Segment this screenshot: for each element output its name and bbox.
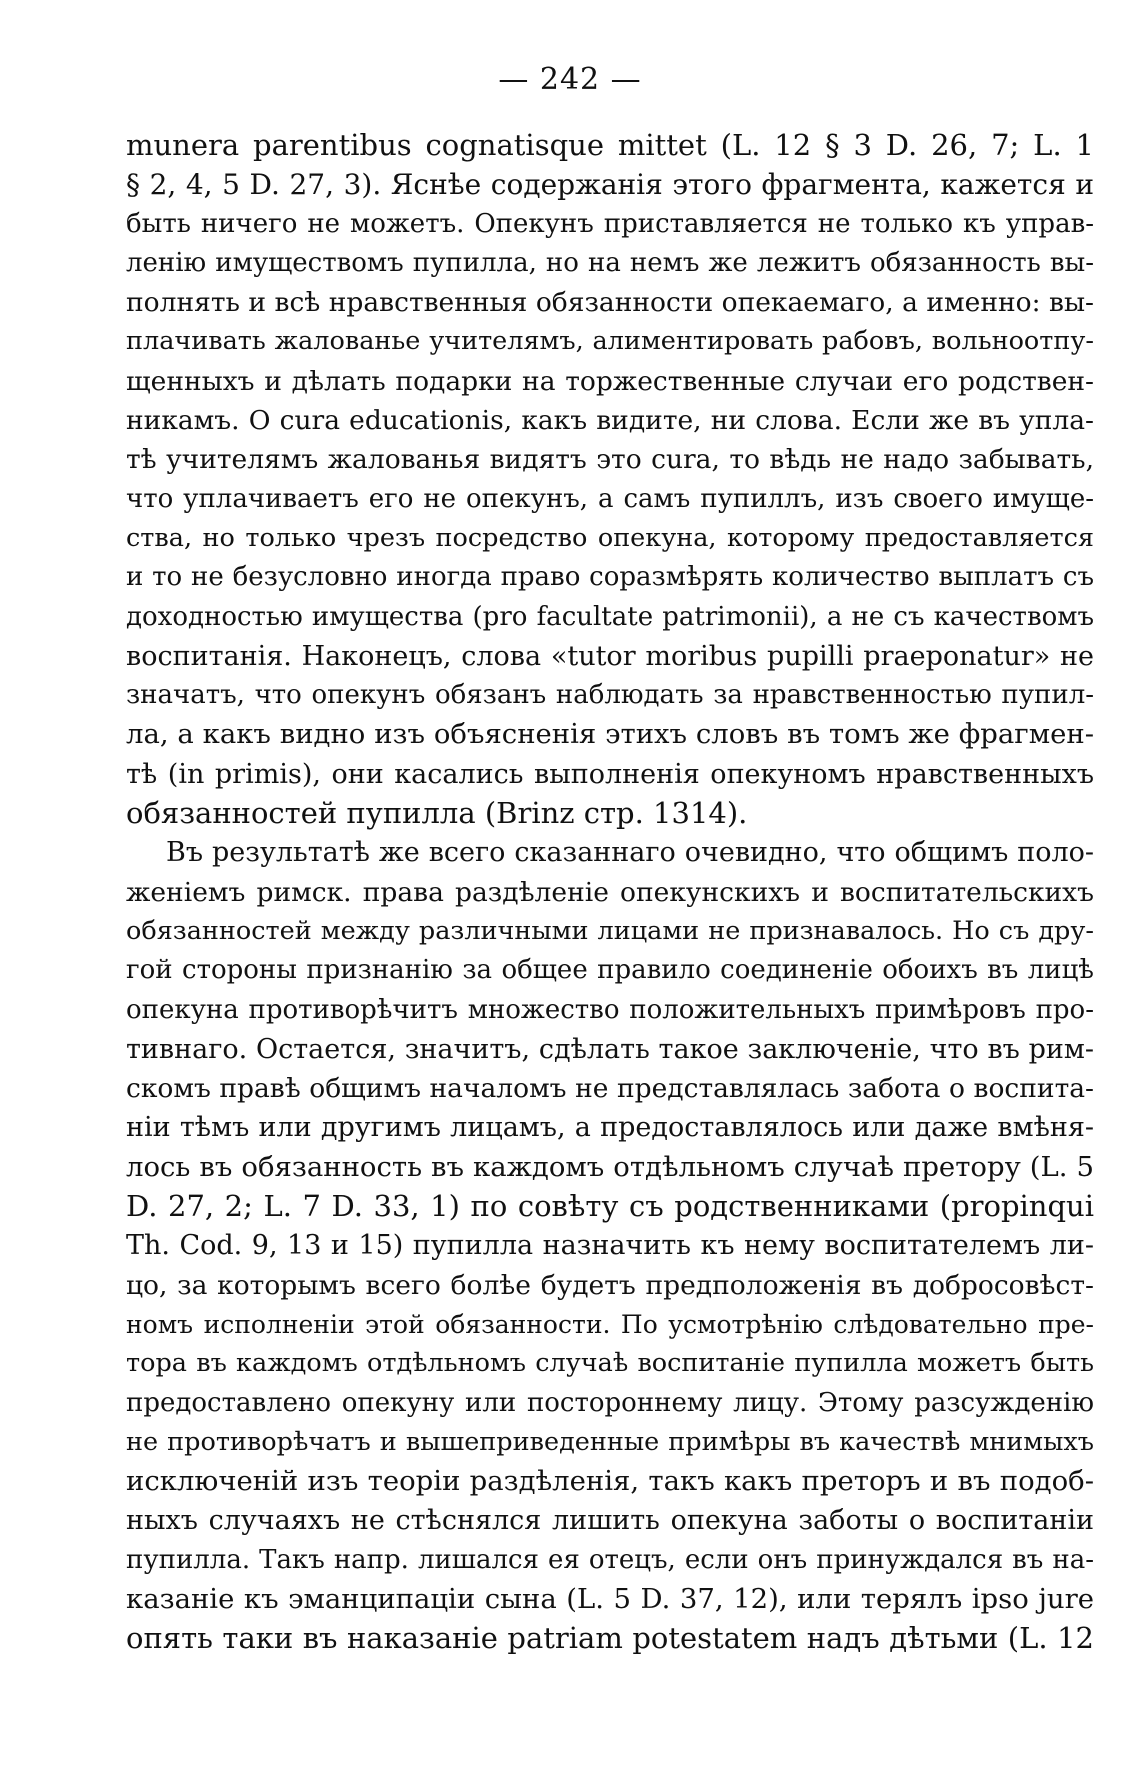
text-line: ніи тѣмъ или другимъ лицамъ, а предоставлялось или даже вмѣня- <box>126 1112 1094 1144</box>
text-line: полнять и всѣ нравственныя обязанности опекаемаго, а именно: вы- <box>126 287 1094 319</box>
text-line: munera parentibus cognatisque mittet (L. 12 § 3 D. 26, 7; L. 1 <box>126 128 1094 162</box>
text-line: не противорѣчатъ и вышеприведенные примѣры въ качествѣ мнимыхъ <box>126 1426 1094 1457</box>
text-line: D. 27, 2; L. 7 D. 33, 1) по совѣту съ родственниками (propinqui <box>126 1189 1094 1224</box>
page-number: — 242 — <box>498 62 642 97</box>
text-line: опекуна противорѣчитъ множество положительныхъ примѣровъ про- <box>126 994 1094 1025</box>
text-line: скомъ правѣ общимъ началомъ не представлялась забота о воспита- <box>126 1073 1094 1105</box>
text-line: ныхъ случаяхъ не стѣснялся лишить опекуна заботы о воспитаніи <box>126 1505 1094 1537</box>
text-line: цо, за которымъ всего болѣе будетъ предположенія въ добросовѣст- <box>126 1269 1094 1301</box>
text-line: номъ исполненіи этой обязанности. По усмотрѣнію слѣдовательно пре- <box>126 1309 1094 1339</box>
text-line: воспитанія. Наконецъ, слова «tutor moribus pupilli praeponatur» не <box>126 640 1094 672</box>
text-line: § 2, 4, 5 D. 27, 3). Яснѣе содержанія этого фрагмента, кажется и <box>126 168 1094 202</box>
text-line: ства, но только чрезъ посредство опекуна, которому предоставляется <box>126 522 1094 553</box>
text-line: Th. Cod. 9, 13 и 15) пупилла назначить къ нему воспитателемъ ли- <box>126 1230 1094 1262</box>
text-line: пупилла. Такъ напр. лишался ея отецъ, если онъ принуждался въ на- <box>126 1544 1094 1575</box>
text-line: женіемъ римск. права раздѣленіе опекунскихъ и воспитательскихъ <box>126 876 1094 908</box>
text-line: обязанностей между различными лицами не признавалось. Но съ дру- <box>126 915 1094 946</box>
text-line: быть ничего не можетъ. Опекунъ приставляется не только къ управ- <box>126 208 1094 239</box>
text-line: тѣ учителямъ жалованья видятъ это cura, то вѣдь не надо забывать, <box>126 444 1094 476</box>
text-line: опять таки въ наказаніе patriam potestatem надъ дѣтьми (L. 12 <box>126 1621 1094 1656</box>
text-line: исключеній изъ теоріи раздѣленія, такъ какъ преторъ и въ подоб- <box>126 1465 1094 1498</box>
text-line: казаніе къ эманципаціи сына (L. 5 D. 37, 12), или терялъ ipso jure <box>126 1582 1094 1615</box>
text-line: Въ результатѣ же всего сказаннаго очевидно, что общимъ поло- <box>166 837 1094 869</box>
text-line: щенныхъ и дѣлать подарки на торжественные случаи его родствен- <box>126 365 1094 397</box>
text-line: обязанностей пупилла (Brinz стр. 1314). <box>126 796 748 831</box>
text-line: плачивать жалованье учителямъ, алиментировать рабовъ, вольноотпу- <box>126 326 1094 357</box>
text-line: тѣ (in primis), они касались выполненія опекуномъ нравственныхъ <box>126 758 1094 790</box>
text-line: тивнаго. Остается, значитъ, сдѣлать такое заключеніе, что въ рим- <box>126 1033 1094 1065</box>
text-line: никамъ. О cura educationis, какъ видите, ни слова. Если же въ упла- <box>126 405 1094 437</box>
text-line: лось въ обязанность въ каждомъ отдѣльномъ случаѣ претору (L. 5 <box>126 1150 1094 1183</box>
text-line: ла, а какъ видно изъ объясненія этихъ словъ въ томъ же фрагмен- <box>126 718 1094 751</box>
body-text <box>126 126 1094 1659</box>
text-line: доходностью имущества (pro facultate patrimonii), а не съ качествомъ <box>126 601 1094 632</box>
text-line: значатъ, что опекунъ обязанъ наблюдать за нравственностью пупил- <box>126 680 1094 711</box>
text-line: тора въ каждомъ отдѣльномъ случаѣ воспитаніе пупилла можетъ быть <box>126 1348 1094 1379</box>
text-line: гой стороны признанію за общее правило соединеніе обоихъ въ лицѣ <box>126 955 1094 986</box>
text-line: и то не безусловно иногда право соразмѣрять количество выплатъ съ <box>126 562 1094 593</box>
text-line: что уплачиваетъ его не опекунъ, а самъ пупиллъ, изъ своего имуще- <box>126 483 1094 514</box>
text-line: предоставлено опекуну или постороннему лицу. Этому разсужденію <box>126 1387 1094 1418</box>
text-line: ленію имуществомъ пупилла, но на немъ же лежитъ обязанность вы- <box>126 247 1094 278</box>
